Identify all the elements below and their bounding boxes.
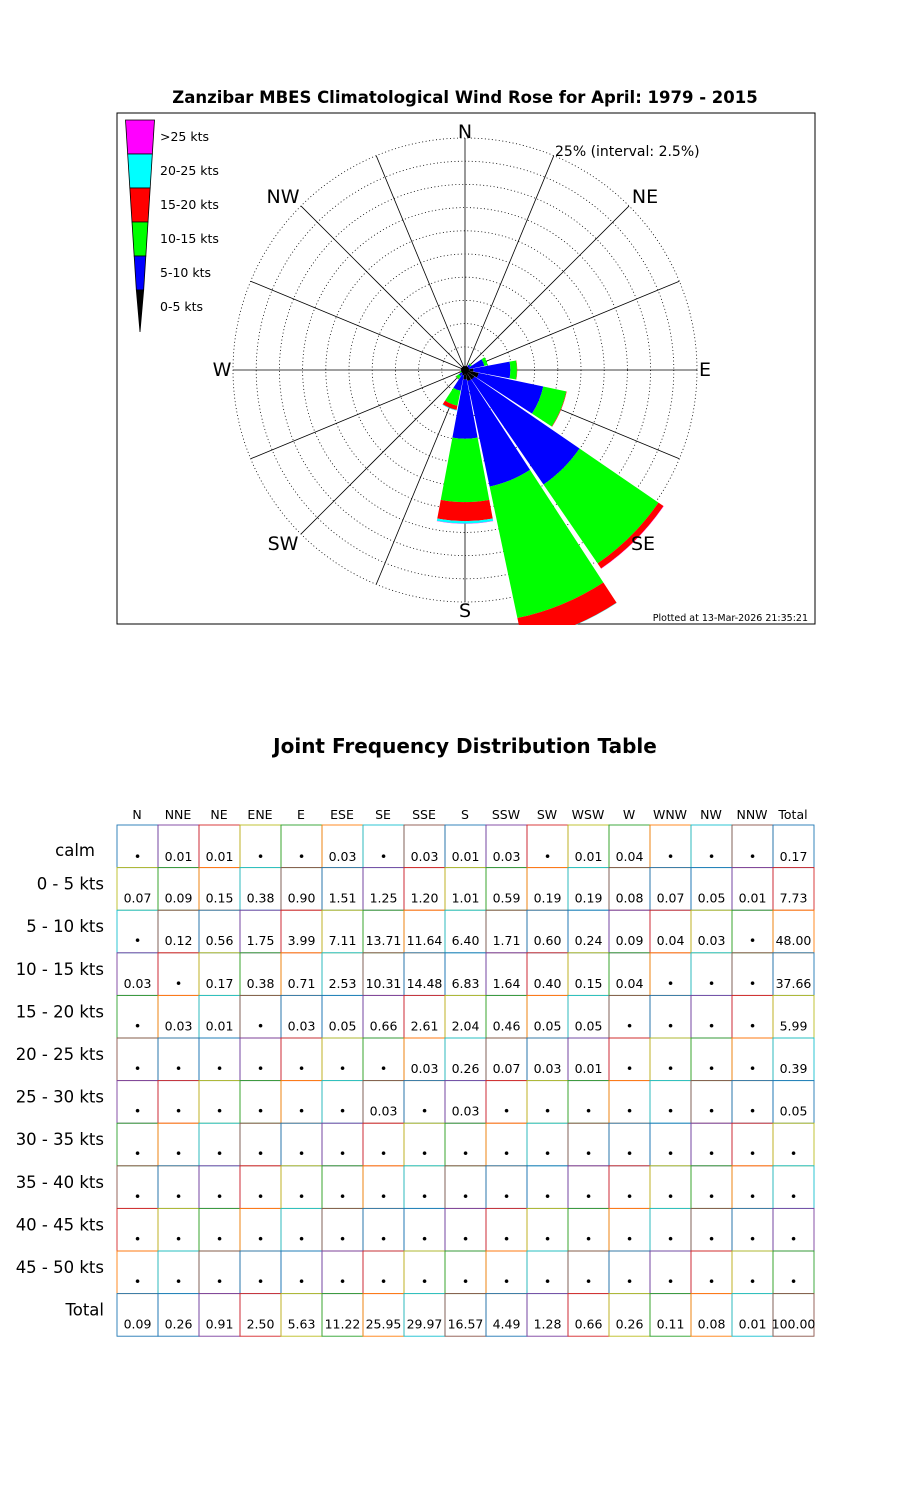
cell-value: • <box>174 1231 183 1247</box>
cell-value: • <box>584 1146 593 1162</box>
legend-label: 20-25 kts <box>160 163 219 178</box>
cell-value: • <box>625 1103 634 1119</box>
cell-value: 7.73 <box>779 890 808 906</box>
col-header-total: Total <box>778 807 808 822</box>
cell-value: 25.95 <box>365 1316 402 1332</box>
cell-value: • <box>789 1274 798 1289</box>
cell-value: 0.03 <box>287 1018 316 1034</box>
cell-value: 0.09 <box>164 890 193 906</box>
cell-value: • <box>543 1103 552 1119</box>
petal-s-3 <box>437 500 492 521</box>
cell-value: • <box>461 1146 470 1162</box>
cell-value: • <box>379 1231 388 1247</box>
cell-value: • <box>748 1274 757 1289</box>
cell-value: 0.04 <box>615 975 644 991</box>
row-label: 35 - 40 kts <box>15 1172 104 1192</box>
cell-value: 0.07 <box>656 890 685 906</box>
col-header-wnw: WNW <box>652 807 688 822</box>
cell-value: • <box>789 1146 798 1162</box>
cell-value: • <box>748 1146 757 1162</box>
cell-value: • <box>174 1188 183 1204</box>
cell-value: 0.01 <box>164 849 193 864</box>
cell-value: 0.15 <box>205 890 234 906</box>
cell-value: • <box>584 1231 593 1247</box>
cell-value: 6.40 <box>451 933 480 949</box>
cell-value: 0.03 <box>410 849 439 864</box>
legend-swatch <box>126 120 155 154</box>
cell-value: • <box>502 1188 511 1204</box>
row-label: Total <box>65 1300 104 1320</box>
cell-value: • <box>133 1274 142 1289</box>
row-label: 0 - 5 kts <box>36 874 104 894</box>
cell-value: 1.51 <box>328 890 357 906</box>
col-header-ese: ESE <box>330 807 354 822</box>
cell-value: • <box>215 1146 224 1162</box>
cell-value: 0.66 <box>574 1316 603 1332</box>
cell-value: • <box>338 1274 347 1289</box>
cell-value: • <box>379 1274 388 1289</box>
compass-se: SE <box>630 533 656 555</box>
cell-value: 0.03 <box>451 1103 480 1119</box>
wind-rose-chart <box>0 0 900 640</box>
cell-value: • <box>256 1188 265 1204</box>
cell-value: • <box>174 1146 183 1162</box>
col-header-n: N <box>132 807 142 822</box>
cell-value: 0.03 <box>533 1061 562 1076</box>
cell-value: 3.99 <box>287 933 316 949</box>
cell-value: 0.03 <box>328 849 357 864</box>
cell-value: 0.07 <box>123 890 152 906</box>
cell-value: • <box>215 1231 224 1247</box>
cell-value: • <box>748 1061 757 1076</box>
cell-value: 0.05 <box>779 1103 808 1119</box>
cell-value: • <box>174 1061 183 1076</box>
cell-value: 0.66 <box>369 1018 398 1034</box>
compass-e: E <box>698 359 712 381</box>
cell-value: 2.50 <box>246 1316 275 1332</box>
cell-value: 0.01 <box>738 890 767 906</box>
cell-value: • <box>502 1103 511 1119</box>
table-title: Joint Frequency Distribution Table <box>273 734 657 758</box>
cell-value: 4.49 <box>492 1316 521 1332</box>
cell-value: • <box>133 1103 142 1119</box>
cell-value: 0.07 <box>492 1061 521 1076</box>
cell-value: • <box>666 1018 675 1034</box>
row-label: 5 - 10 kts <box>26 917 104 937</box>
cell-value: 100.00 <box>771 1316 816 1332</box>
cell-value: 0.40 <box>533 975 562 991</box>
cell-value: • <box>297 849 306 864</box>
cell-value: • <box>215 1274 224 1289</box>
cell-value: 1.75 <box>246 933 275 949</box>
cell-value: • <box>625 1018 634 1034</box>
col-header-sw: SW <box>536 807 558 822</box>
cell-value: • <box>666 1274 675 1289</box>
cell-value: • <box>707 1188 716 1204</box>
cell-value: • <box>789 1188 798 1204</box>
cell-value: 0.26 <box>451 1061 480 1076</box>
cell-value: • <box>133 1188 142 1204</box>
col-header-sse: SSE <box>412 807 436 822</box>
cell-value: • <box>338 1061 347 1076</box>
cell-value: • <box>543 1274 552 1289</box>
compass-w: W <box>212 359 232 381</box>
cell-value: 0.56 <box>205 933 234 949</box>
cell-value: • <box>707 975 716 991</box>
cell-value: 0.17 <box>779 849 808 864</box>
row-label: 20 - 25 kts <box>15 1045 104 1064</box>
cell-value: • <box>625 1231 634 1247</box>
cell-value: • <box>748 1188 757 1204</box>
cell-value: 0.90 <box>287 890 316 906</box>
cell-value: 6.83 <box>451 975 480 991</box>
cell-value: 0.03 <box>697 933 726 949</box>
col-header-se: SE <box>375 807 391 822</box>
cell-value: 0.08 <box>697 1316 726 1332</box>
cell-value: • <box>748 849 757 864</box>
cell-value: • <box>707 1146 716 1162</box>
cell-value: • <box>666 849 675 864</box>
cell-value: • <box>543 1146 552 1162</box>
cell-value: 1.25 <box>369 890 398 906</box>
legend-swatch <box>134 256 146 290</box>
cell-value: • <box>256 1274 265 1289</box>
row-label: 30 - 35 kts <box>15 1130 104 1150</box>
cell-value: 1.71 <box>492 933 521 949</box>
cell-value: 0.05 <box>533 1018 562 1034</box>
cell-value: • <box>625 1188 634 1204</box>
cell-value: • <box>297 1146 306 1162</box>
cell-value: 0.46 <box>492 1018 521 1034</box>
cell-value: 0.17 <box>205 975 234 991</box>
cell-value: • <box>338 1231 347 1247</box>
cell-value: • <box>215 1103 224 1119</box>
cell-value: • <box>297 1103 306 1119</box>
cell-value: • <box>133 1146 142 1162</box>
cell-value: • <box>461 1188 470 1204</box>
cell-value: • <box>256 849 265 864</box>
cell-value: 0.03 <box>410 1061 439 1076</box>
cell-value: • <box>133 1061 142 1076</box>
cell-value: 0.01 <box>574 1061 603 1076</box>
cell-value: • <box>584 1274 593 1289</box>
cell-value: 0.26 <box>615 1316 644 1332</box>
cell-value: • <box>461 1274 470 1289</box>
cell-value: • <box>420 1188 429 1204</box>
compass-n: N <box>457 121 473 143</box>
cell-value: 0.11 <box>656 1316 685 1332</box>
cell-value: • <box>707 1018 716 1034</box>
legend-swatch <box>132 222 148 256</box>
cell-value: 0.15 <box>574 975 603 991</box>
cell-value: • <box>215 1061 224 1076</box>
col-header-nne: NNE <box>164 807 192 822</box>
col-header-ne: NE <box>210 807 228 822</box>
cell-value: • <box>502 1146 511 1162</box>
cell-value: • <box>420 1146 429 1162</box>
cell-value: 1.20 <box>410 890 439 906</box>
cell-value: 0.59 <box>492 890 521 906</box>
cell-value: • <box>174 1103 183 1119</box>
cell-value: • <box>625 1146 634 1162</box>
cell-value: 0.04 <box>615 849 644 864</box>
row-label: 45 - 50 kts <box>15 1258 104 1277</box>
petal-e-2 <box>510 360 517 379</box>
cell-value: 29.97 <box>406 1316 443 1332</box>
cell-value: 48.00 <box>775 933 812 949</box>
row-label: 15 - 20 kts <box>15 1002 104 1022</box>
cell-value: 0.91 <box>205 1316 234 1332</box>
cell-value: • <box>584 1188 593 1204</box>
legend-label: >25 kts <box>160 129 210 144</box>
cell-value: • <box>420 1103 429 1119</box>
col-header-ene: ENE <box>247 807 273 822</box>
compass-nw: NW <box>266 186 300 208</box>
cell-value: • <box>707 1103 716 1119</box>
cell-value: • <box>133 849 142 864</box>
cell-value: 16.57 <box>447 1316 484 1332</box>
cell-value: 0.01 <box>574 849 603 864</box>
rose-center <box>461 366 469 374</box>
cell-value: • <box>379 1146 388 1162</box>
col-header-s: S <box>461 807 469 822</box>
cell-value: • <box>748 1018 757 1034</box>
cell-value: • <box>338 1188 347 1204</box>
cell-value: • <box>256 1103 265 1119</box>
cell-value: • <box>543 1231 552 1247</box>
row-label: 40 - 45 kts <box>15 1215 104 1235</box>
cell-value: 2.61 <box>410 1018 439 1034</box>
legend-label: 10-15 kts <box>160 231 219 246</box>
cell-value: 0.38 <box>246 975 275 991</box>
legend-label: 5-10 kts <box>160 265 211 280</box>
cell-value: • <box>707 1231 716 1247</box>
col-header-nw: NW <box>700 807 722 822</box>
col-header-wsw: WSW <box>571 807 605 822</box>
cell-value: • <box>338 1103 347 1119</box>
cell-value: 0.71 <box>287 975 316 991</box>
cell-value: • <box>748 1231 757 1247</box>
cell-value: 0.19 <box>533 890 562 906</box>
cell-value: • <box>502 1274 511 1289</box>
cell-value: 0.03 <box>164 1018 193 1034</box>
row-label: calm <box>55 841 95 860</box>
scale-label: 25% (interval: 2.5%) <box>555 144 700 160</box>
cell-value: 0.05 <box>574 1018 603 1034</box>
legend-label: 15-20 kts <box>160 197 219 212</box>
cell-value: 10.31 <box>365 975 402 991</box>
cell-value: 0.26 <box>164 1316 193 1332</box>
compass-sw: SW <box>267 533 299 555</box>
cell-value: • <box>584 1103 593 1119</box>
cell-value: • <box>297 1188 306 1204</box>
cell-value: 0.24 <box>574 933 603 949</box>
cell-value: 0.09 <box>615 933 644 949</box>
cell-value: • <box>256 1018 265 1034</box>
compass-ne: NE <box>631 186 659 208</box>
cell-value: 0.05 <box>328 1018 357 1034</box>
cell-value: 0.01 <box>451 849 480 864</box>
cell-value: 1.01 <box>451 890 480 906</box>
cell-value: • <box>666 975 675 991</box>
cell-value: 2.53 <box>328 975 357 991</box>
cell-value: • <box>666 1061 675 1076</box>
cell-value: 0.03 <box>492 849 521 864</box>
cell-value: • <box>502 1231 511 1247</box>
cell-value: 14.48 <box>406 975 443 991</box>
cell-value: • <box>297 1061 306 1076</box>
cell-value: • <box>666 1188 675 1204</box>
legend-swatch <box>130 188 150 222</box>
cell-value: • <box>707 1061 716 1076</box>
cell-value: 0.09 <box>123 1316 152 1332</box>
cell-value: • <box>789 1231 798 1247</box>
col-header-w: W <box>622 807 636 822</box>
cell-value: 1.28 <box>533 1316 562 1332</box>
cell-value: 0.04 <box>656 933 685 949</box>
cell-value: 0.19 <box>574 890 603 906</box>
cell-value: • <box>256 1231 265 1247</box>
cell-value: 7.11 <box>328 933 357 949</box>
cell-value: 0.38 <box>246 890 275 906</box>
cell-value: 0.08 <box>615 890 644 906</box>
col-header-e: E <box>297 807 305 822</box>
wind-rose-title: Zanzibar MBES Climatological Wind Rose for April: 1979 - 2015 <box>172 88 758 107</box>
cell-value: • <box>256 1146 265 1162</box>
cell-value: 13.71 <box>365 933 402 949</box>
cell-value: • <box>625 1274 634 1289</box>
cell-value: • <box>174 975 183 991</box>
cell-value: • <box>379 849 388 864</box>
cell-value: • <box>543 1188 552 1204</box>
cell-value: • <box>297 1274 306 1289</box>
cell-value: 5.99 <box>779 1018 808 1034</box>
cell-value: • <box>461 1231 470 1247</box>
cell-value: • <box>666 1146 675 1162</box>
cell-value: • <box>748 1103 757 1119</box>
cell-value: • <box>543 849 552 864</box>
cell-value: 11.22 <box>324 1316 361 1332</box>
cell-value: 0.03 <box>123 975 152 991</box>
cell-value: • <box>666 1231 675 1247</box>
cell-value: • <box>707 1274 716 1289</box>
col-header-nnw: NNW <box>736 807 768 822</box>
cell-value: • <box>133 933 142 949</box>
cell-value: • <box>297 1231 306 1247</box>
cell-value: 0.60 <box>533 933 562 949</box>
cell-value: 37.66 <box>775 975 812 991</box>
cell-value: • <box>666 1103 675 1119</box>
cell-value: 2.04 <box>451 1018 480 1034</box>
plotted-at-label: Plotted at 13-Mar-2026 21:35:21 <box>652 613 808 624</box>
cell-value: • <box>379 1061 388 1076</box>
cell-value: • <box>133 1018 142 1034</box>
cell-value: 1.64 <box>492 975 521 991</box>
legend-swatch <box>128 154 153 188</box>
cell-value: • <box>215 1188 224 1204</box>
cell-value: 0.39 <box>779 1061 808 1076</box>
cell-value: • <box>379 1188 388 1204</box>
cell-value: • <box>748 933 757 949</box>
cell-value: • <box>707 849 716 864</box>
row-label: 10 - 15 kts <box>15 959 104 979</box>
cell-value: • <box>133 1231 142 1247</box>
joint-frequency-table <box>0 795 900 1355</box>
compass-s: S <box>458 600 472 622</box>
cell-value: 0.01 <box>205 849 234 864</box>
cell-value: 5.63 <box>287 1316 316 1332</box>
cell-value: • <box>748 975 757 991</box>
cell-value: • <box>625 1061 634 1076</box>
cell-value: 0.05 <box>697 890 726 906</box>
cell-value: • <box>420 1274 429 1289</box>
cell-value: 0.12 <box>164 933 193 949</box>
cell-value: • <box>338 1146 347 1162</box>
cell-value: • <box>174 1274 183 1289</box>
cell-value: • <box>256 1061 265 1076</box>
col-header-ssw: SSW <box>491 807 521 822</box>
cell-value: • <box>420 1231 429 1247</box>
row-label: 25 - 30 kts <box>15 1087 104 1107</box>
cell-value: 11.64 <box>406 933 443 949</box>
legend-label: 0-5 kts <box>160 299 204 314</box>
cell-value: 0.01 <box>205 1018 234 1034</box>
cell-value: 0.01 <box>738 1316 767 1332</box>
cell-value: 0.03 <box>369 1103 398 1119</box>
